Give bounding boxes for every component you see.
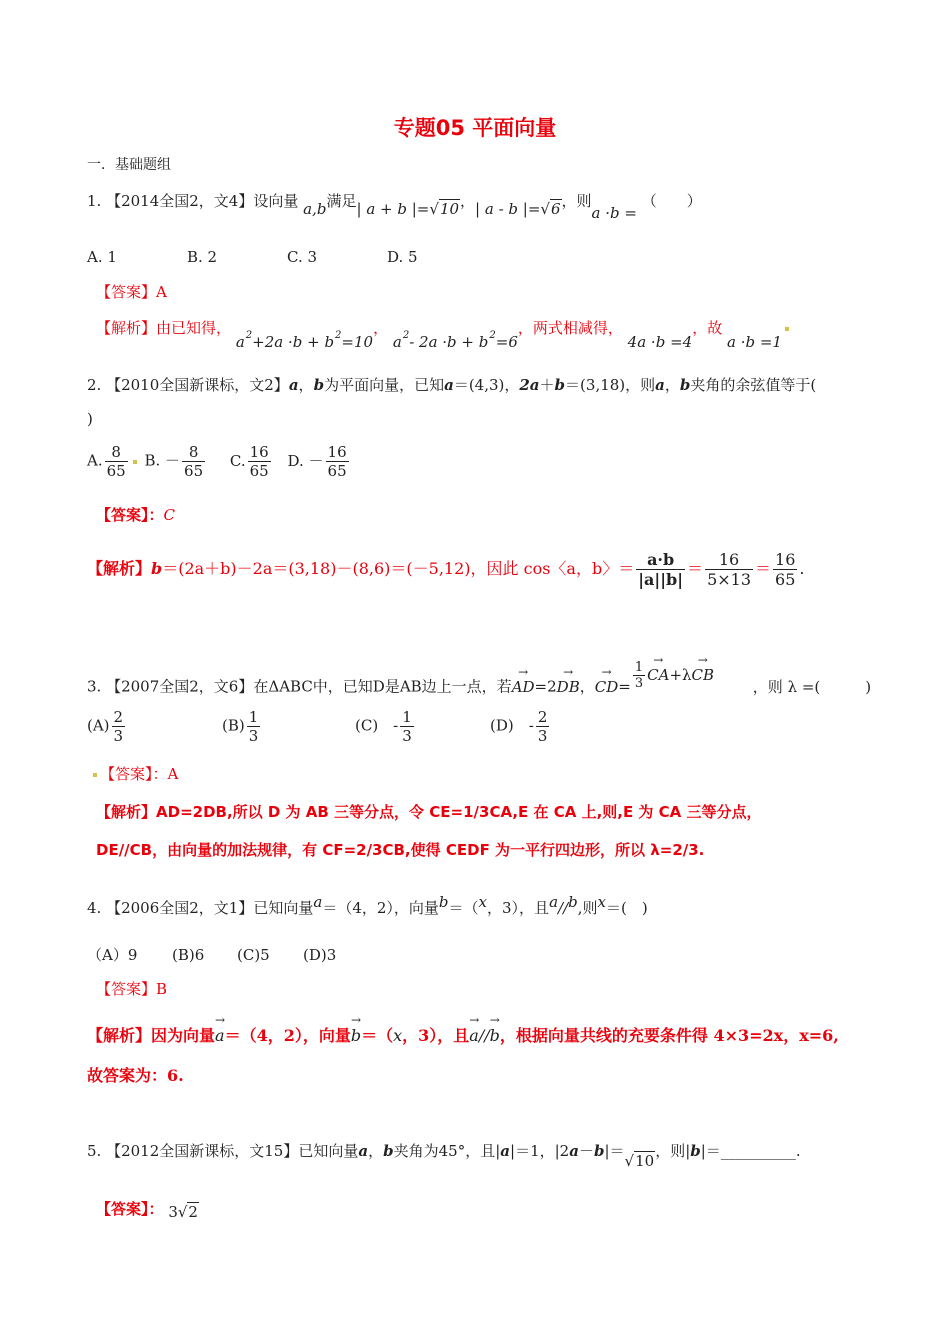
q1-explanation-text-2: ，两式相减得， — [517, 319, 623, 337]
q4-option-c: (C)5 — [237, 946, 270, 964]
q1-eq1-sup-a: 2 — [245, 330, 253, 341]
q2-eq-2ab: ＝(3,18)，则 — [565, 376, 656, 394]
q4-answer-value: B — [156, 980, 168, 998]
q4-parallel: // — [558, 899, 569, 917]
q2-answer — [96, 504, 175, 525]
q3-option-a-den: 3 — [113, 727, 124, 745]
q2-exp-eq-2: ＝ — [755, 559, 772, 578]
q3-option-d-frac — [536, 708, 550, 745]
question-4 — [87, 893, 648, 918]
q2-option-d-den: 65 — [327, 462, 347, 480]
q2-option-c-frac — [248, 443, 271, 480]
q5-number: 5. — [87, 1142, 102, 1160]
q3-eq: = — [618, 677, 631, 696]
q2-option-a-num: 8 — [111, 443, 121, 461]
q3-explanation-label-inline: 【解析】 — [96, 803, 157, 821]
q4-source: 【2006全国2，文1】 — [106, 899, 254, 917]
q4-exp-parallel: // — [478, 1026, 490, 1045]
q1-expr-1-lhs: | a + b |= — [356, 200, 430, 218]
q1-answer-value: A — [156, 283, 167, 301]
q4-a: a — [313, 893, 323, 911]
q3-vec-db: → DB — [557, 678, 580, 696]
q2-option-c-label: C. — [229, 451, 246, 470]
q5-text-1: 已知向量 — [298, 1142, 359, 1160]
q2-2a: 2a — [519, 376, 540, 394]
q3-option-c-label: (C) - — [355, 716, 399, 735]
q2-explanation-text: ＝(2a＋b)－2a＝(3,18)－(8,6)＝(－5,12)，因此 cos〈a，b〉＝ — [162, 559, 635, 578]
q4-text-1: 已知向量 — [253, 899, 314, 917]
q3-options — [87, 708, 551, 745]
q1-option-c: C. 3 — [287, 248, 318, 266]
q2-option-c-den: 65 — [249, 462, 269, 480]
q2-comma: ， — [298, 376, 314, 394]
q3-source: 【2007全国2，文6】 — [106, 677, 254, 696]
q3-answer-value: ：A — [152, 765, 179, 783]
q1-options — [87, 248, 418, 266]
q3-comma: ， — [579, 677, 595, 696]
decor-dot — [93, 773, 97, 777]
q1-blank: （ ） — [641, 192, 702, 210]
q1-option-a: A. 1 — [87, 248, 117, 266]
q5-radicand: 10 — [635, 1152, 655, 1170]
q5-answer — [96, 1198, 199, 1219]
q4-exp-text-5: ，根据向量共线的充要条件得 4×3=2x，x=6, — [499, 1026, 839, 1045]
q4-b-2: b — [568, 893, 578, 911]
q4-text-4: ，3），且 — [487, 899, 550, 917]
q2-option-b-den: 65 — [184, 462, 204, 480]
q1-eq-2 — [392, 330, 518, 351]
q3-option-a-label: (A) — [87, 716, 110, 735]
q1-text-1: 设向量 — [253, 192, 299, 210]
question-3 — [87, 660, 872, 703]
q2-answer-label: 【答案】 — [96, 506, 149, 524]
q1-option-d: D. 5 — [387, 248, 418, 266]
decor-dot — [785, 327, 789, 331]
q4-text-2: ＝（4，2），向量 — [322, 899, 439, 917]
q5-text-5: ，则| — [655, 1142, 691, 1160]
q5-source: 【2012全国新课标，文15】 — [106, 1142, 299, 1160]
q5-text-6: |＝ — [700, 1142, 721, 1160]
q2-plus: ＋ — [539, 376, 555, 394]
q3-answer — [90, 763, 178, 784]
q3-option-d-label: (D) - — [490, 716, 534, 735]
q1-explanation-text-3: ，故 — [692, 319, 723, 337]
q3-option-c-den: 3 — [402, 727, 412, 745]
q4-exp-vec-a-2: → a — [469, 1026, 479, 1045]
page-title: 专题05 平面向量 — [393, 116, 557, 140]
q2-option-b-num: 8 — [188, 443, 199, 461]
q5-answer-radicand: 2 — [188, 1203, 198, 1221]
q1-eq1-a: a — [235, 333, 245, 351]
q4-exp-text-2: ＝（4，2），向量 — [224, 1026, 351, 1045]
q2-exp-frac-1-den: |a||b| — [638, 570, 684, 589]
q1-eq1-sup-b: 2 — [335, 330, 342, 341]
q2-answer-value: C — [163, 506, 176, 524]
q1-vars: a,b — [303, 200, 327, 218]
q1-sqrt-2: √6 — [540, 200, 561, 218]
q1-eq2-sup-b: 2 — [489, 330, 496, 341]
q4-exp-vec-b-2: → b — [490, 1026, 500, 1045]
q5-answer-sqrt: √2 — [177, 1203, 198, 1221]
q1-explanation-text-1: 由已知得， — [156, 319, 232, 337]
q2-a-3: a — [655, 376, 665, 394]
q3-option-b-den: 3 — [248, 727, 259, 745]
q3-eq2: =2 — [534, 677, 557, 696]
q1-eq2-mid: - 2a ·b + b — [409, 333, 489, 351]
q1-sqrt-1: √10 — [429, 200, 460, 218]
q1-radicand-2: 6 — [550, 200, 561, 218]
q2-option-b-label: B. － — [144, 451, 181, 470]
q3-vec-ad: → AD — [512, 678, 535, 696]
q3-option-c — [355, 708, 490, 745]
q3-option-b-frac — [247, 708, 261, 745]
q5-b-3: b — [690, 1142, 701, 1160]
q3-option-a-frac — [112, 708, 126, 745]
q3-third — [633, 660, 645, 691]
q3-option-d — [490, 708, 551, 745]
q3-option-c-frac — [400, 708, 414, 745]
q2-b-2: b — [554, 376, 566, 394]
q2-exp-frac-2 — [705, 550, 753, 589]
q2-exp-eq-1: ＝ — [687, 559, 704, 578]
q4-answer — [96, 978, 167, 999]
q3-third-den: 3 — [634, 676, 644, 691]
q5-answer-label: 【答案】 — [96, 1200, 149, 1218]
q5-answer-coef: 3 — [168, 1203, 178, 1221]
q1-exp-sep: ， — [373, 319, 389, 337]
q1-eq2-sup-a: 2 — [402, 330, 410, 341]
q4-x-2: x — [597, 893, 606, 911]
q3-third-num: 1 — [634, 660, 644, 675]
q2-exp-frac-3-num: 16 — [775, 550, 796, 569]
q5-b-2: b — [593, 1142, 605, 1160]
q1-text-2: 满足 — [326, 192, 357, 210]
q1-expr-2-lhs: | a - b |= — [475, 200, 541, 218]
q1-eq2-end: =6 — [495, 333, 518, 351]
q1-answer — [96, 281, 167, 302]
q2-exp-frac-3 — [773, 550, 797, 589]
q2-eq-a: ＝(4,3)， — [453, 376, 520, 394]
q2-option-a-frac — [105, 443, 128, 480]
q3-vec-cd: → CD — [595, 678, 619, 696]
q5-blank: __________ — [720, 1142, 796, 1160]
q1-answer-label: 【答案】 — [96, 283, 157, 301]
q2-exp-frac-1 — [636, 550, 685, 589]
q4-b: b — [438, 893, 449, 911]
q2-explanation-label: 【解析】 — [87, 559, 152, 578]
q3-option-b-label: (B) — [222, 716, 245, 735]
q4-explanation-label: 【解析】 — [87, 1026, 152, 1045]
decor-dot — [133, 460, 137, 464]
q2-explanation-b: b — [151, 559, 163, 578]
q2-exp-frac-3-den: 65 — [775, 570, 796, 589]
q1-option-b: B. 2 — [187, 248, 218, 266]
q5-period: . — [795, 1142, 801, 1160]
q4-explanation — [87, 1023, 839, 1046]
q1-text-3: ，则 — [561, 192, 592, 210]
q1-radicand-1: 10 — [439, 200, 460, 218]
q2-option-a-den: 65 — [106, 462, 126, 480]
q4-option-a: （A）9 — [87, 946, 138, 964]
q1-eq1-mid: +2a ·b + b — [252, 333, 335, 351]
q4-text-5: ,则 — [577, 899, 598, 917]
q4-answer-label: 【答案】 — [96, 980, 157, 998]
q5-text-3: |＝1，|2 — [510, 1142, 570, 1160]
q2-option-d-num: 16 — [327, 443, 347, 461]
q5-text-2: 夹角为45°，且| — [393, 1142, 501, 1160]
q3-option-b-num: 1 — [248, 708, 259, 726]
q2-option-a-label: A. — [87, 451, 103, 470]
q2-option-c-num: 16 — [249, 443, 269, 461]
q2-exp-period: . — [799, 559, 805, 578]
q5-a: a — [358, 1142, 369, 1160]
q4-exp-text-3: ＝（ — [361, 1026, 394, 1045]
q4-text-6: ＝( ) — [605, 899, 648, 917]
q3-explanation-line-2 — [96, 839, 704, 860]
q3-explanation-line-1: 【解析】AD=2DB,所以 D 为 AB 三等分点，令 CE=1/3CA,E 在 CA 上,则,E 为 CA 三等分点， — [96, 803, 762, 821]
q3-option-d-den: 3 — [537, 727, 548, 745]
q3-answer-label: 【答案】 — [100, 765, 153, 783]
q2-exp-frac-2-den: 5×13 — [707, 570, 752, 589]
q1-eq-1 — [235, 330, 374, 351]
q3-option-a — [87, 708, 222, 745]
q1-eq1-end: =10 — [341, 333, 374, 351]
q4-option-b: (B)6 — [172, 946, 205, 964]
section-heading: 一．基础题组 — [87, 157, 171, 173]
q2-tail: 夹角的余弦值等于( — [690, 376, 817, 394]
q3-vec-cb: → CB — [692, 666, 715, 684]
q3-tail: ，则 λ =( ) — [752, 677, 872, 696]
q3-option-b — [222, 708, 355, 745]
q2-option-b-frac — [182, 443, 205, 480]
q4-text-3: ＝（ — [448, 899, 479, 917]
q5-a-3: a — [569, 1142, 579, 1160]
q5-comma: ， — [368, 1142, 384, 1160]
q3-text: 在ΔABC中，已知D是AB边上一点，若 — [253, 677, 512, 696]
question-5 — [87, 1140, 801, 1170]
q4-exp-x: x — [393, 1026, 403, 1045]
q3-number: 3. — [87, 677, 102, 696]
q2-number: 2. — [87, 376, 102, 394]
q3-vec-expr — [647, 666, 714, 684]
q1-number: 1. — [87, 192, 102, 210]
q4-exp-vec-b: → b — [351, 1026, 361, 1045]
q4-number: 4. — [87, 899, 102, 917]
q2-option-d-frac — [326, 443, 349, 480]
q3-option-c-num: 1 — [402, 708, 412, 726]
q4-a-2: a — [549, 893, 559, 911]
q2-b: b — [313, 376, 325, 394]
q2-a: a — [288, 376, 299, 394]
q3-vec-ca: → CA — [647, 666, 669, 684]
q2-close-paren: ) — [87, 410, 93, 428]
q1-explanation-label: 【解析】 — [96, 319, 157, 337]
q1-expr-2 — [475, 200, 561, 218]
q4-exp-text-1: 因为向量 — [151, 1026, 216, 1045]
question-1 — [87, 190, 702, 222]
q4-options — [87, 944, 336, 965]
q5-answer-value — [168, 1203, 199, 1221]
q2-a-2: a — [444, 376, 454, 394]
q3-plus-lambda: +λ — [669, 665, 692, 684]
q4-x: x — [478, 893, 488, 911]
q1-expr-1 — [357, 200, 461, 218]
q2-b-3: b — [679, 376, 691, 394]
q2-comma-2: ， — [664, 376, 680, 394]
q3-option-a-num: 2 — [113, 708, 124, 726]
q1-eq2-a: a — [392, 333, 402, 351]
q3-option-d-num: 2 — [537, 708, 548, 726]
q5-answer-sep: ： — [148, 1200, 164, 1218]
q1-eq-3: 4a ·b =4 — [627, 333, 693, 351]
q1-source: 【2014全国2，文4】 — [106, 192, 254, 210]
q2-answer-sep: ： — [148, 506, 164, 524]
q2-text: 为平面向量，已知 — [324, 376, 445, 394]
q4-explanation-line-2: 故答案为：6. — [87, 1066, 184, 1085]
q4-option-d: (D)3 — [303, 946, 337, 964]
q2-explanation — [87, 550, 804, 589]
q5-sqrt: √10 — [624, 1152, 655, 1170]
q2-options — [87, 443, 351, 480]
q5-text-4: |＝ — [604, 1142, 625, 1160]
q4-exp-vec-a: → a — [215, 1026, 225, 1045]
q2-exp-frac-1-num: a·b — [647, 550, 675, 569]
question-2 — [87, 374, 816, 395]
q5-b: b — [383, 1142, 394, 1160]
q3-explanation-line-2-text: DE//CB，由向量的加法规律，有 CF=2/3CB,使得 CEDF 为一平行四边形，所以 λ=2/3. — [96, 841, 705, 859]
q1-sep: ， — [460, 192, 476, 210]
q1-eq-4: a ·b =1 — [726, 333, 782, 351]
q2-source: 【2010全国新课标，文2】 — [106, 376, 289, 394]
q5-minus: － — [578, 1142, 594, 1160]
q2-exp-frac-2-num: 16 — [718, 550, 740, 569]
q5-a-2: a — [500, 1142, 511, 1160]
q4-exp-text-4: ，3），且 — [402, 1026, 470, 1045]
q2-option-d-label: D. － — [287, 451, 324, 470]
q1-expr-3: a ·b = — [591, 204, 637, 222]
